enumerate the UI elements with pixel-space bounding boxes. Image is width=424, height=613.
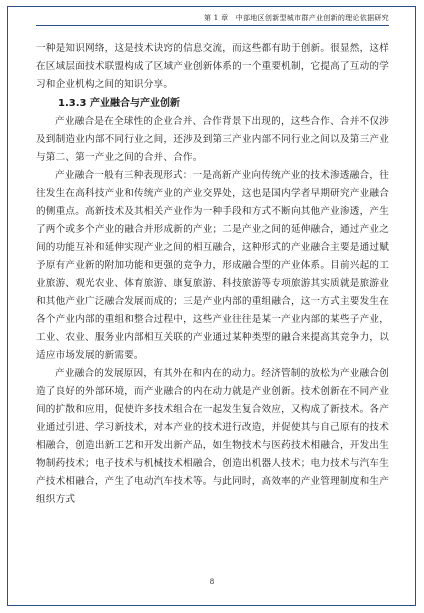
body-text xyxy=(36,40,389,509)
running-header: 第 1 章 中部地区创新型城市群产业创新的理论依据研究 xyxy=(203,14,389,22)
header-rule xyxy=(36,25,389,26)
paragraph-causes: 产业融合的发展原因，有其外在和内在的动力。经济管制的放松为产业融合创造了良好的外部环境，而产业融合的内在动力就是产业创新。技术创新在不同产业间的扩散和应用，促使许多技术组合在一起发生复合效应，又构成了新技术。各产业通过引进、学习新技术，对本产业的技术进行改造，并促使其与自己原有的技术相融合，创造出新工艺和开发出新产品，如生物技术与医药技术相融合，开发出生物制药技术；电子技术与机械技术相融合，创造出机器人技术；电力技术与汽车生产技术相融合，产生了电动汽车技术等。与此同时，高效率的产业管理制度和生产组织方式 xyxy=(36,368,389,505)
section-heading: 1.3.3 产业融合与产业创新 xyxy=(58,98,180,109)
paragraph-forms: 产业融合一般有三种表现形式：一是高新产业向传统产业的技术渗透融合，往往发生在高科技产业和传统产业的产业交界处，这也是国内学者早期研究产业融合的侧重点。高新技术及其相关产业作为一种手段和方式不断向其他产业渗透，产生了两个或多个产业的融合并形成新的产业；二是产业之间的延伸融合，通过产业之间的功能互补和延伸实现产业之间的相互融合，这种形式的产业融合主要是通过赋予原有产业新的附加功能和更强的竞争力，形成融合型的产业体系。目前兴起的工业旅游、观光农业、体育旅游、康复旅游、科技旅游等专项旅游其实质就是旅游业和其他产业广泛融合发展而成的；三是产业内部的重组融合，这一方式主要发生在各个产业内部的重组和整合过程中，这些产业往往是某一产业内部的某些子产业，工业、农业、服务业内部相互关联的产业通过某种类型的融合来提高其竞争力，以适应市场发展的新需要。 xyxy=(36,170,389,361)
paragraph-continuation: 一种是知识网络，这是技术诀窍的信息交流，而这些都有助于创新。很显然，这样在区域层面技术联盟构成了区域产业创新体系的一个重要机制，它提高了互动的学习和企业机构之间的知识分享。 xyxy=(36,43,389,90)
page-number: 8 xyxy=(209,578,215,586)
paragraph-definition: 产业融合是在全球性的企业合并、合作背景下出现的，这些合作、合并不仅涉及到制造业内部不同行业之间，还涉及到第三产业内部不同行业之间以及第三产业与第二、第一产业之间的合并、合作。 xyxy=(36,116,389,163)
